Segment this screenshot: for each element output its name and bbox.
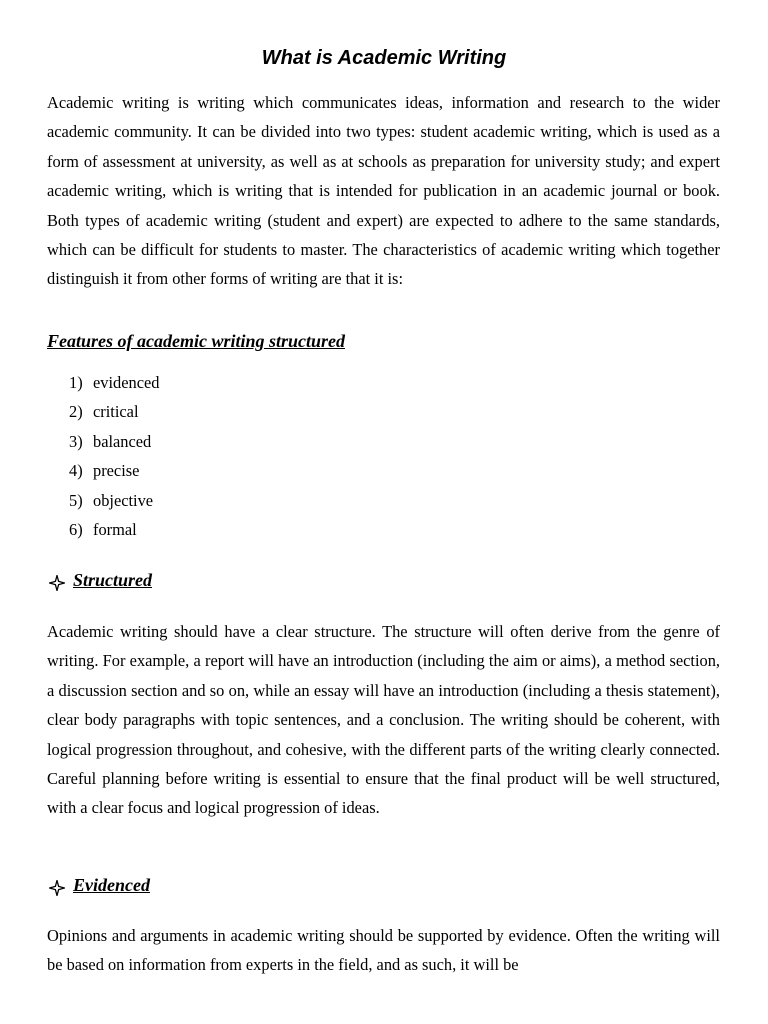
section-heading-label: Evidenced <box>73 875 150 895</box>
evidenced-heading <box>49 872 150 898</box>
list-item-number: 5) <box>69 490 83 510</box>
list-item-number: 6) <box>69 519 83 539</box>
list-item-text: objective <box>93 490 154 510</box>
list-item-text: critical <box>93 402 139 422</box>
list-item-text: formal <box>93 519 137 539</box>
list-item-number: 2) <box>69 402 83 422</box>
intro-paragraph: Academic writing is writing which communicates ideas, information and research to the wider academic community. It can be divided into two types: student academic writing, which is used as a form of assessment at university, as well as at schools as preparation for university study; and expert academic writing, which is writing that is intended for publication in an academic journal or book. Both types of academic writing (student and expert) are expected to adhere to the same standards, which can be difficult for students to master. The characteristics of academic writing which together distinguish it from other forms of writing are that it is: <box>47 93 720 289</box>
four-point-star-icon <box>49 572 65 588</box>
evidenced-paragraph: Opinions and arguments in academic writing should be supported by evidence. Often the writing will be based on information from experts in the field, and as such, it will be <box>47 926 720 975</box>
page-title: What is Academic Writing <box>261 47 507 69</box>
list-item <box>69 515 159 544</box>
structured-heading <box>49 567 152 593</box>
list-item <box>69 368 159 397</box>
list-item-number: 4) <box>69 461 83 481</box>
list-item-text: evidenced <box>93 373 160 392</box>
list-item-number: 1) <box>69 373 83 392</box>
structured-paragraph: Academic writing should have a clear structure. The structure will often derive from the genre of writing. For example, a report will have an introduction (including the aim or aims), a method section, a discussion section and so on, while an essay will have an introduction (including a thesis statement), clear body paragraphs with topic sentences, and a conclusion. The writing should be coherent, with logical progression throughout, and cohesive, with the different parts of the writing clearly connected. Careful planning before writing is essential to ensure that the final product will be well structured, with a clear focus and logical progression of ideas. <box>47 622 720 818</box>
list-item-text: precise <box>93 461 140 481</box>
section-heading-label: Structured <box>73 570 153 590</box>
list-item-number: 3) <box>69 431 83 451</box>
features-list <box>69 368 159 544</box>
list-item <box>69 486 159 515</box>
list-item-text: balanced <box>93 431 152 451</box>
list-item <box>69 427 159 456</box>
four-point-star-icon <box>49 877 65 893</box>
list-item <box>69 456 159 485</box>
features-heading: Features of academic writing structured <box>47 331 346 351</box>
list-item <box>69 397 159 426</box>
